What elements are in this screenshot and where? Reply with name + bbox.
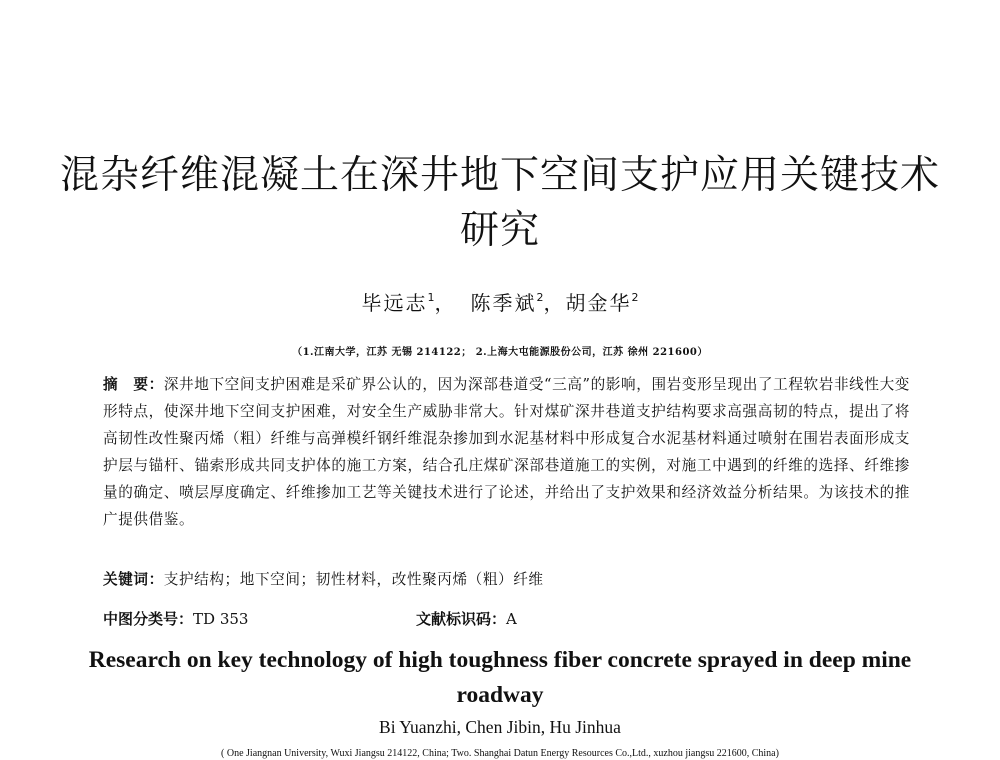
- chinese-keywords: [103, 569, 910, 591]
- chinese-authors: 毕远志$^1$， 陈季斌$^2$，胡金华$^2$: [361, 291, 639, 315]
- author-2-name: 陈季斌: [470, 291, 537, 315]
- clc-label: 中图分类号：: [103, 610, 194, 628]
- author-3-name: 胡金华: [565, 291, 632, 315]
- author-3-affil-mark: 2: [631, 291, 639, 304]
- doc-code-label: 文献标识码：: [416, 610, 507, 628]
- keywords-label: 关键词：: [103, 571, 164, 588]
- english-title: Research on key technology of high toughness fiber concrete sprayed in deep mine roadway: [88, 647, 912, 708]
- chinese-title: 混杂纤维混凝土在深井地下空间支护应用关键技术研究: [60, 153, 941, 253]
- english-authors: Bi Yuanzhi, Chen Jibin, Hu Jinhua: [379, 717, 621, 737]
- document-code: [416, 608, 517, 630]
- clc-value: TD 353: [193, 610, 249, 628]
- clc-number: [103, 608, 248, 630]
- abstract-text: 深井地下空间支护困难是采矿界公认的，因为深部巷道受“三高”的影响，围岩变形呈现出了工程软岩非线性大变形特点，使深井地下空间支护困难，对安全生产威胁非常大。针对煤矿深井巷道支护结构要求高强高韧的特点，提出了将高韧性改性聚丙烯（粗）纤维与高弹模纤钢纤维混杂掺加到水泥基材料中形成复合水泥基材料通过喷射在围岩表面形成支护层与锚杆、锚索形成共同支护体的施工方案，结合孔庄煤矿深部巷道施工的实例，对施工中遇到的纤维的选择、纤维掺量的确定、喷层厚度确定、纤维掺加工艺等关键技术进行了论述，并给出了支护效果和经济效益分析结果。为该技术的推广提供借鉴。: [103, 376, 910, 528]
- author-1-name: 毕远志: [361, 291, 428, 315]
- chinese-abstract: [103, 371, 910, 533]
- keywords-text: 支护结构；地下空间；韧性材料，改性聚丙烯（粗）纤维: [163, 571, 544, 588]
- chinese-affiliations: （1.江南大学，江苏 无锡 214122； 2.上海大屯能源股份公司，江苏 徐州 221600）: [292, 347, 708, 358]
- author-2-affil-mark: 2: [536, 291, 544, 304]
- abstract-label: 摘 要：: [103, 376, 164, 393]
- author-1-affil-mark: 1: [427, 291, 435, 304]
- english-affiliations: ( One Jiangnan University, Wuxi Jiangsu 214122, China; Two. Shanghai Datun Energy Resources Co.,Ltd., xuzhou jiangsu 221600, China): [221, 748, 779, 759]
- doc-code-value: A: [506, 610, 517, 628]
